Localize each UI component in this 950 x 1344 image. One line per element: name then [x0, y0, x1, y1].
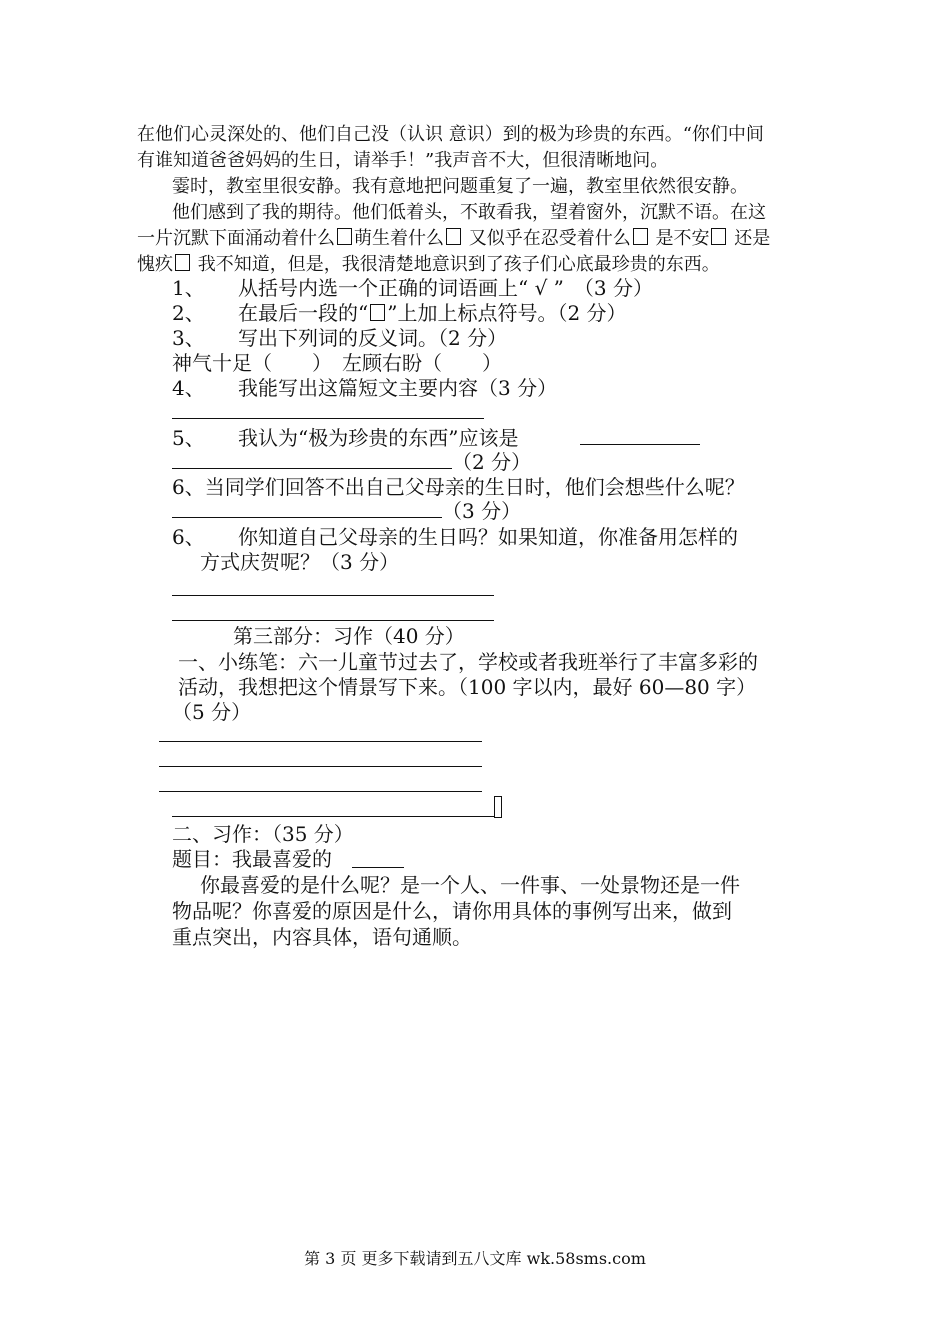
- question-text: ”上加上标点符号。（2 分）: [387, 301, 627, 325]
- passage-line-5: [137, 226, 770, 252]
- question-number: 4、: [172, 376, 205, 400]
- writing-line[interactable]: [159, 766, 482, 767]
- exercise-1-line-2: 活动，我想把这个情景写下来。（100 字以内，最好 60—80 字）: [178, 675, 757, 699]
- question-3-words[interactable]: 神气十足（ ） 左顾右盼（ ）: [172, 351, 502, 375]
- question-6: 6、当同学们回答不出自己父母亲的生日时，他们会想些什么呢？: [172, 475, 745, 499]
- question-7-line-2: 方式庆贺呢？（3 分）: [200, 550, 400, 574]
- answer-line[interactable]: [172, 468, 452, 469]
- writing-line[interactable]: [159, 741, 482, 742]
- composition-title: 题目：我最喜爱的: [172, 847, 332, 871]
- question-text: 在最后一段的“: [238, 301, 369, 325]
- question-text: 写出下列词的反义词。（2 分）: [238, 326, 508, 350]
- question-7: [172, 524, 738, 550]
- passage-text: 还是: [728, 228, 771, 249]
- composition-prompt-line-1: 你最喜爱的是什么呢？是一个人、一件事、一处景物还是一件: [200, 873, 740, 897]
- punctuation-blank-box[interactable]: [337, 228, 352, 245]
- passage-line-4: 他们感到了我的期待。他们低着头，不敢看我，望着窗外，沉默不语。在这: [172, 202, 766, 223]
- bracket-mark-icon: [494, 796, 502, 818]
- passage-text: 萌生着什么: [354, 228, 444, 249]
- question-text: 我认为“极为珍贵的东西”应该是: [238, 426, 519, 450]
- answer-line[interactable]: [172, 418, 484, 419]
- composition-prompt-line-2: 物品呢？你喜爱的原因是什么，请你用具体的事例写出来，做到: [172, 899, 732, 923]
- question-number: 3、: [172, 326, 205, 350]
- composition-prompt-line-3: 重点突出，内容具体，语句通顺。: [172, 925, 472, 949]
- answer-line[interactable]: [580, 444, 700, 445]
- question-5-score: （2 分）: [452, 450, 532, 474]
- passage-text: 又似乎在忍受着什么: [463, 228, 631, 249]
- part3-heading: 第三部分：习作（40 分）: [233, 624, 465, 648]
- question-number: 6、: [172, 525, 205, 549]
- passage-line-2: 有谁知道爸爸妈妈的生日，请举手！”我声音不大，但很清晰地问。: [137, 150, 669, 171]
- question-1: [172, 275, 653, 301]
- punctuation-box-icon: [370, 304, 385, 321]
- punctuation-blank-box[interactable]: [711, 228, 726, 245]
- question-text: 从括号内选一个正确的词语画上“ √ ” （3 分）: [238, 276, 653, 300]
- answer-line[interactable]: [172, 620, 494, 621]
- writing-line[interactable]: [159, 791, 482, 792]
- passage-text: 一片沉默下面涌动着什么: [137, 228, 335, 249]
- question-2: [172, 300, 627, 326]
- exercise-1-score: （5 分）: [172, 700, 252, 724]
- passage-text: 愧疚: [137, 254, 173, 275]
- passage-text: 是不安: [649, 228, 710, 249]
- question-number: 5、: [172, 426, 205, 450]
- punctuation-blank-box[interactable]: [633, 228, 648, 245]
- punctuation-blank-box[interactable]: [446, 228, 461, 245]
- punctuation-blank-box[interactable]: [175, 254, 190, 271]
- title-blank-line[interactable]: [352, 867, 404, 868]
- writing-line[interactable]: [172, 816, 494, 817]
- composition-heading: 二、习作：（35 分）: [172, 822, 354, 846]
- answer-line[interactable]: [172, 595, 494, 596]
- question-text: 你知道自己父母亲的生日吗？如果知道，你准备用怎样的: [238, 525, 738, 549]
- question-text: 我能写出这篇短文主要内容（3 分）: [238, 376, 558, 400]
- exercise-1-line-1: 一、小练笔：六一儿童节过去了，学校或者我班举行了丰富多彩的: [178, 650, 758, 674]
- passage-text: 我不知道，但是，我很清楚地意识到了孩子们心底最珍贵的东西。: [192, 254, 720, 275]
- passage-line-1: 在他们心灵深处的、他们自己没（认识 意识）到的极为珍贵的东西。“你们中间: [137, 124, 764, 145]
- page-footer: 第 3 页 更多下载请到五八文库 wk.58sms.com: [304, 1249, 646, 1268]
- question-number: 1、: [172, 276, 205, 300]
- question-3: [172, 325, 507, 351]
- answer-line[interactable]: [172, 517, 442, 518]
- question-6-score: （3 分）: [442, 499, 522, 523]
- passage-line-3: 霎时，教室里很安静。我有意地把问题重复了一遍，教室里依然很安静。: [172, 176, 748, 197]
- question-number: 2、: [172, 301, 205, 325]
- question-5: [172, 425, 518, 451]
- question-4: [172, 375, 557, 401]
